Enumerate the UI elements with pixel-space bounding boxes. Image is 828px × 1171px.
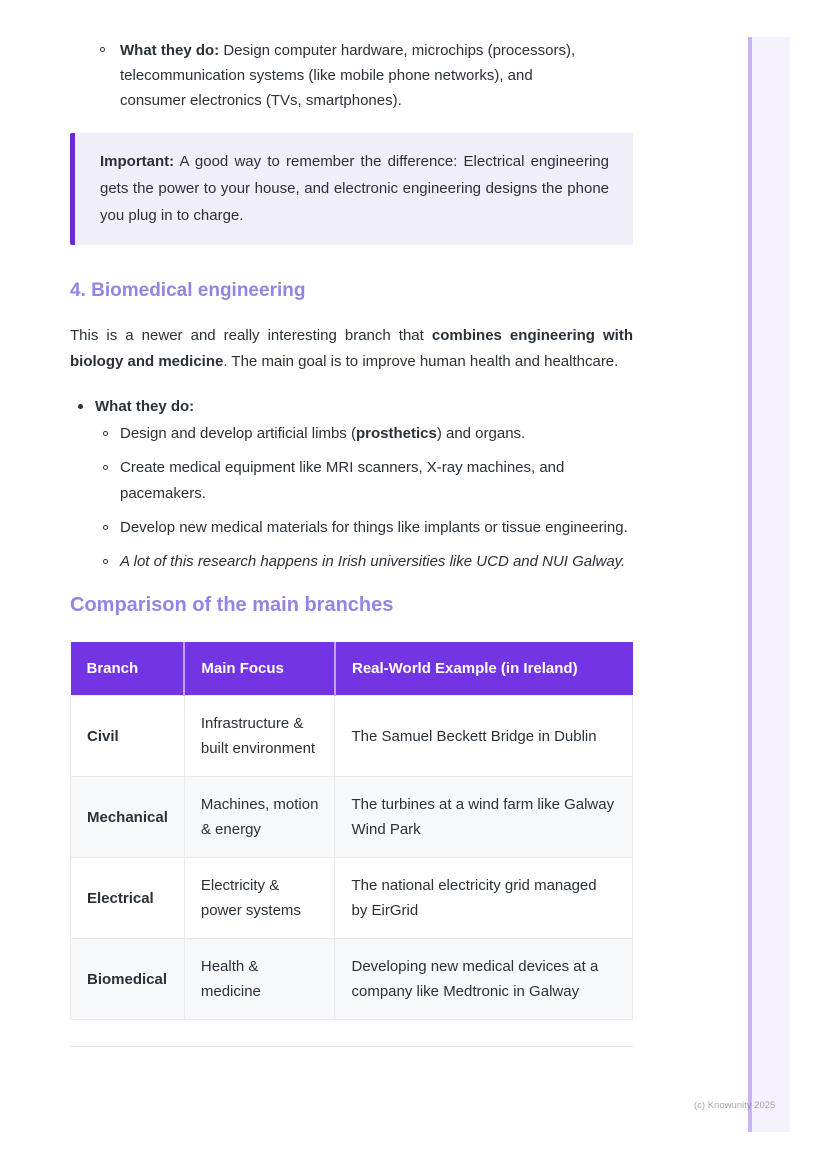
- table-cell-focus: Health & medicine: [184, 939, 335, 1020]
- list-item-text: ) and organs.: [436, 425, 526, 442]
- list-item-text: Design and develop artificial limbs (: [120, 425, 356, 442]
- important-callout: [70, 133, 633, 245]
- column-header-branch: Branch: [71, 642, 185, 696]
- document-content: [70, 0, 633, 1047]
- copyright-note: (c) Knowunity 2025: [694, 1100, 776, 1111]
- table-cell-focus: Machines, motion & energy: [184, 777, 335, 858]
- list-item: [70, 394, 633, 575]
- table-header: [71, 642, 633, 696]
- list-item: [70, 38, 633, 113]
- table-cell-example: The turbines at a wind farm like Galway Wind Park: [335, 777, 633, 858]
- section-heading-comparison: Comparison of the main branches: [70, 594, 394, 616]
- table-row: [71, 777, 633, 858]
- paragraph-bold-text: combines engineering with biology and medicine: [70, 327, 633, 370]
- list-item-bold-text: prosthetics: [355, 425, 437, 442]
- list-item: [95, 515, 633, 541]
- section-heading-biomedical: 4. Biomedical engineering: [70, 280, 306, 301]
- list-item-text: Design computer hardware, microchips (processors), telecommunication systems (like mobile phone networks), and consumer electronics (TVs, smartphones).: [120, 42, 576, 109]
- hollow-bullet-icon: [103, 465, 108, 470]
- biomedical-what-they-do-list: [70, 394, 633, 575]
- list-item-italic-text: A lot of this research happens in Irish universities like UCD and NUI Galway.: [120, 553, 626, 570]
- list-item: [95, 421, 633, 447]
- list-item-text: Create medical equipment like MRI scanners, X-ray machines, and pacemakers.: [120, 459, 565, 502]
- hollow-bullet-icon: [103, 559, 108, 564]
- table-row: [71, 858, 633, 939]
- biomedical-intro-paragraph: [70, 323, 633, 375]
- hollow-bullet-icon: [103, 525, 108, 530]
- electronic-what-they-do-list: [70, 38, 633, 113]
- table-body: [71, 696, 633, 1020]
- table-row: [71, 696, 633, 777]
- table-cell-example: The Samuel Beckett Bridge in Dublin: [335, 696, 633, 777]
- table-cell-example: Developing new medical devices at a company like Medtronic in Galway: [335, 939, 633, 1020]
- right-margin-strip: [748, 37, 790, 1132]
- footer-divider: [70, 1046, 633, 1047]
- table-cell-branch: Electrical: [71, 858, 185, 939]
- filled-bullet-icon: [78, 404, 83, 409]
- table-cell-focus: Infrastructure & built environment: [184, 696, 335, 777]
- list-item-label: What they do:: [120, 42, 220, 59]
- list-item-text: Develop new medical materials for things like implants or tissue engineering.: [120, 519, 628, 536]
- hollow-bullet-icon: [100, 47, 105, 52]
- list-item-label: What they do:: [95, 398, 195, 415]
- table-header-row: [71, 642, 633, 696]
- paragraph-text: This is a newer and really interesting branch that: [70, 327, 432, 344]
- table-cell-branch: Biomedical: [71, 939, 185, 1020]
- column-header-example: Real-World Example (in Ireland): [335, 642, 633, 696]
- hollow-bullet-icon: [103, 431, 108, 436]
- biomedical-sub-list: [95, 421, 633, 575]
- table-row: [71, 939, 633, 1020]
- table-cell-example: The national electricity grid managed by EirGrid: [335, 858, 633, 939]
- table-cell-branch: Mechanical: [71, 777, 185, 858]
- callout-label: Important:: [100, 153, 175, 170]
- list-item: [95, 455, 633, 507]
- list-item: [95, 549, 633, 575]
- paragraph-text: . The main goal is to improve human health and healthcare.: [223, 353, 619, 370]
- column-header-main-focus: Main Focus: [184, 642, 335, 696]
- comparison-table: [70, 642, 633, 1020]
- callout-text: A good way to remember the difference: Electrical engineering gets the power to your house, and electronic engineering designs the phone you plug in to charge.: [100, 153, 609, 224]
- table-cell-focus: Electricity & power systems: [184, 858, 335, 939]
- table-cell-branch: Civil: [71, 696, 185, 777]
